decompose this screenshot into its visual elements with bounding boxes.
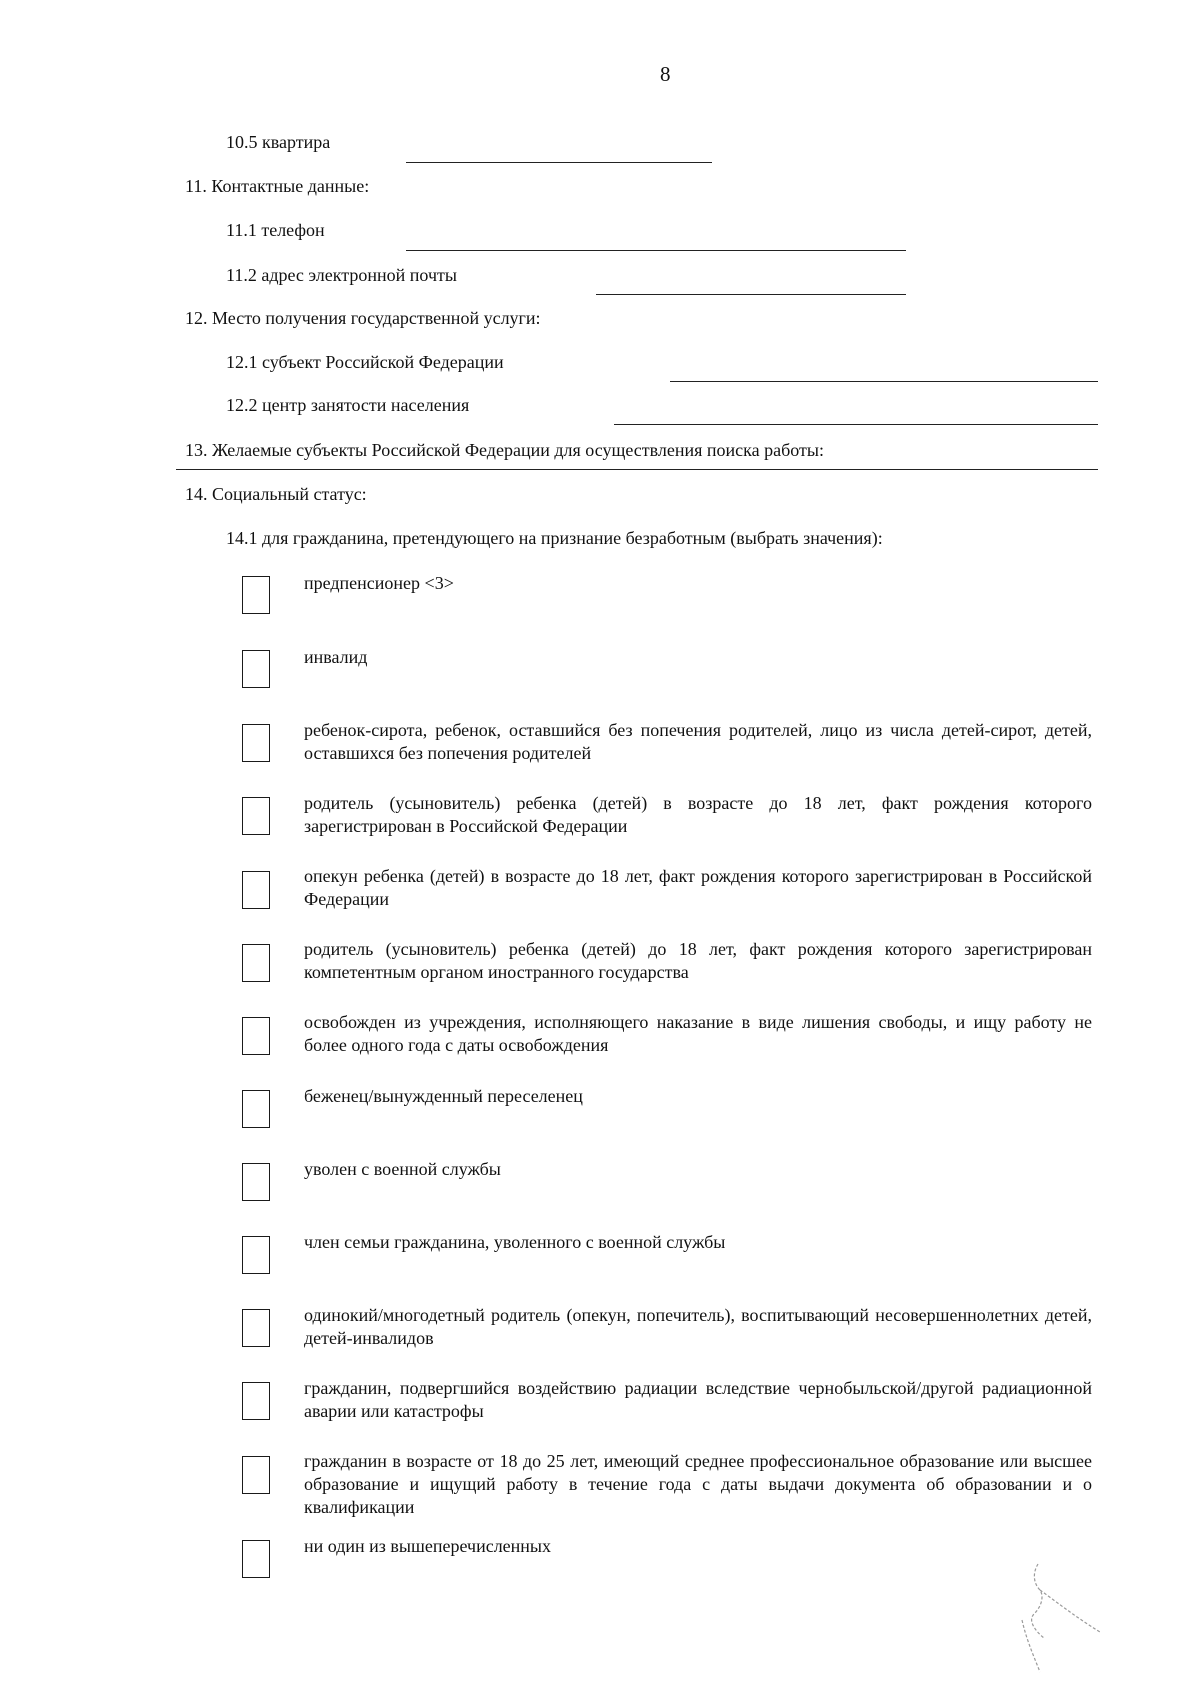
- option-label-pre-pensioner: предпенсионер <3>: [304, 573, 454, 593]
- checkbox-refugee[interactable]: [242, 1090, 270, 1128]
- email-label: 11.2 адрес электронной почты: [226, 265, 457, 285]
- employment-center-field-line[interactable]: [614, 424, 1098, 425]
- checkbox-pre-pensioner[interactable]: [242, 576, 270, 614]
- phone-label: 11.1 телефон: [226, 220, 325, 240]
- email-field-line[interactable]: [596, 294, 906, 295]
- option-label-parent-russia: родитель (усыновитель) ребенка (детей) в возрасте до 18 лет, факт рождения которого зарегистрирован в Российской Федерации: [304, 793, 1092, 836]
- checkbox-parent-foreign[interactable]: [242, 944, 270, 982]
- desired-regions-heading: 13. Желаемые субъекты Российской Федерации для осуществления поиска работы:: [185, 440, 824, 460]
- social-status-subheading: 14.1 для гражданина, претендующего на признание безработным (выбрать значения):: [226, 528, 883, 548]
- option-label-guardian: опекун ребенка (детей) в возрасте до 18 лет, факт рождения которого зарегистрирован в Российской Федерации: [304, 866, 1092, 909]
- option-label-single-parent: одинокий/многодетный родитель (опекун, попечитель), воспитывающий несовершеннолетних детей, детей-инвалидов: [304, 1305, 1092, 1348]
- checkbox-none[interactable]: [242, 1540, 270, 1578]
- social-status-heading: 14. Социальный статус:: [185, 484, 367, 504]
- subject-field-line[interactable]: [670, 381, 1098, 382]
- checkbox-disabled[interactable]: [242, 650, 270, 688]
- option-label-disabled: инвалид: [304, 647, 368, 667]
- checkbox-military-family[interactable]: [242, 1236, 270, 1274]
- checkbox-released-prison[interactable]: [242, 1017, 270, 1055]
- option-label-discharged-military: уволен с военной службы: [304, 1159, 501, 1179]
- apartment-label: 10.5 квартира: [226, 132, 331, 152]
- phone-field-line[interactable]: [406, 250, 906, 251]
- option-label-refugee: беженец/вынужденный переселенец: [304, 1086, 583, 1106]
- contacts-heading: 11. Контактные данные:: [185, 176, 370, 196]
- desired-regions-field-line[interactable]: [176, 469, 1098, 470]
- checkbox-orphan[interactable]: [242, 724, 270, 762]
- employment-center-label: 12.2 центр занятости населения: [226, 395, 470, 415]
- apartment-field-line[interactable]: [406, 162, 712, 163]
- checkbox-young-graduate[interactable]: [242, 1456, 270, 1494]
- service-place-heading: 12. Место получения государственной услуги:: [185, 308, 541, 328]
- option-label-released-prison: освобожден из учреждения, исполняющего наказание в виде лишения свободы, и ищу работу не более одного года с даты освобождения: [304, 1012, 1092, 1055]
- signature-mark: [1004, 1560, 1134, 1680]
- option-label-military-family: член семьи гражданина, уволенного с военной службы: [304, 1232, 726, 1252]
- page-number: 8: [660, 62, 671, 86]
- option-label-parent-foreign: родитель (усыновитель) ребенка (детей) до 18 лет, факт рождения которого зарегистрирован компетентным органом иностранного государства: [304, 939, 1092, 982]
- option-label-orphan: ребенок-сирота, ребенок, оставшийся без попечения родителей, лицо из числа детей-сирот, детей, оставшихся без попечения родителей: [304, 720, 1092, 763]
- checkbox-radiation[interactable]: [242, 1382, 270, 1420]
- subject-label: 12.1 субъект Российской Федерации: [226, 352, 504, 372]
- option-label-radiation: гражданин, подвергшийся воздействию радиации вследствие чернобыльской/другой радиационной аварии или катастрофы: [304, 1378, 1092, 1421]
- checkbox-discharged-military[interactable]: [242, 1163, 270, 1201]
- checkbox-guardian[interactable]: [242, 871, 270, 909]
- checkbox-parent-russia[interactable]: [242, 797, 270, 835]
- option-label-none: ни один из вышеперечисленных: [304, 1536, 552, 1556]
- checkbox-single-parent[interactable]: [242, 1309, 270, 1347]
- option-label-young-graduate: гражданин в возрасте от 18 до 25 лет, имеющий среднее профессиональное образование или высшее образование и ищущий работу в течение года с даты выдачи документа об образовании и о квалификации: [304, 1451, 1092, 1517]
